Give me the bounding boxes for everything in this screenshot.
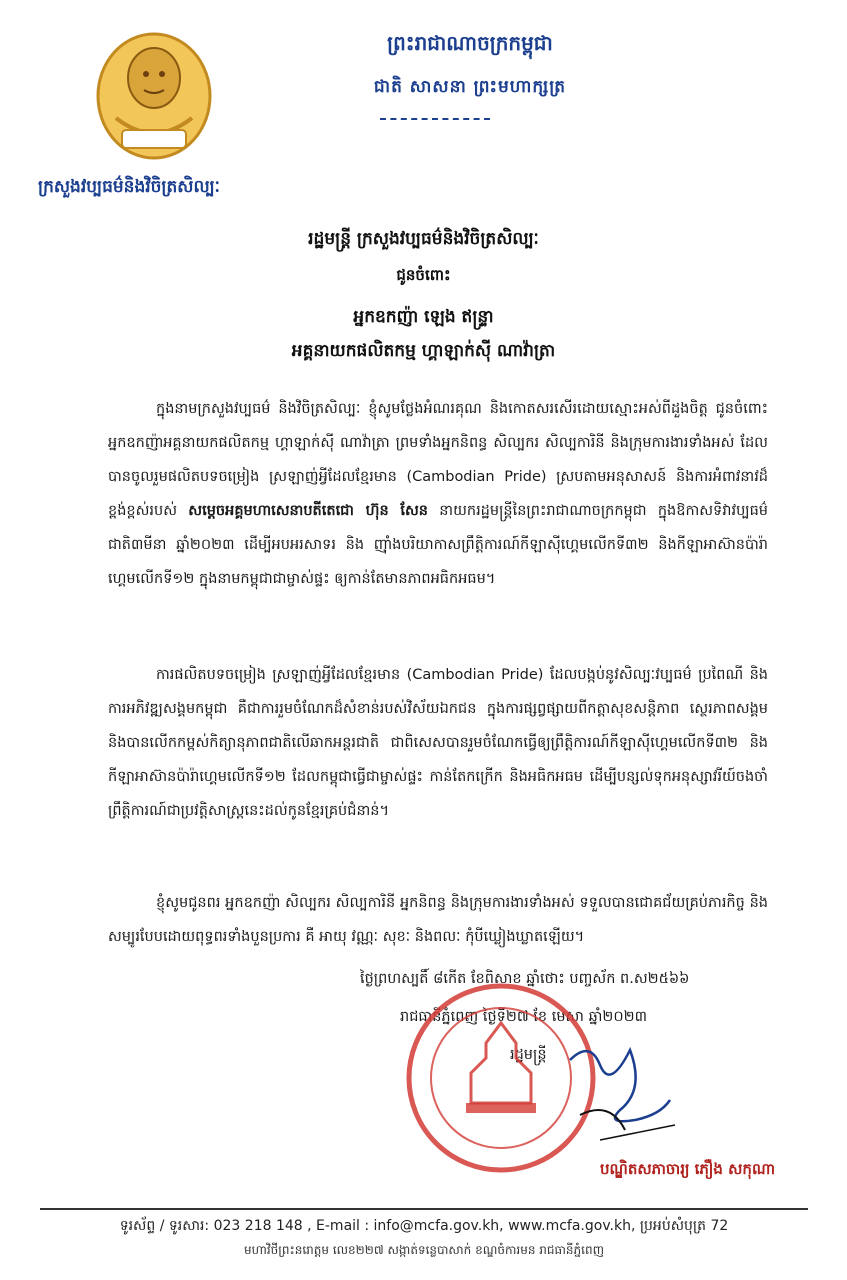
national-motto: ជាតិ សាសនា ព្រះមហាក្សត្រ	[373, 77, 567, 97]
recipient-title: អគ្គនាយកផលិតកម្ម ហ្គាឡាក់ស៊ី ណាវ៉ាត្រា	[291, 341, 556, 361]
paragraph-1-part-b: នាយករដ្ឋមន្ត្រីនៃព្រះរាជាណាចក្រកម្ពុជា ក្នុងឱកាសទិវាវប្បធម៌ជាតិ៣មីនា ឆ្នាំ២០២៣ ដើម្បីអបអរសាទរ និង ញ៉ាំងបរិយាកាសព្រឹត្តិការណ៍កីឡាស៊ីហ្គេមលើកទី៣២ និងកីឡាអាស៊ានប៉ារ៉ាហ្គេមលើកទី១២ ក្នុងនាមកម្ពុជាជាម្ចាស់ផ្ទះ ឲ្យកាន់តែមានភាពអធិកអធម។	[108, 503, 768, 587]
minister-label: រដ្ឋមន្ត្រី	[510, 1047, 547, 1063]
lunar-date: ថ្ងៃព្រហស្បតិ៍ ៨កើត ខែពិសាខ ឆ្នាំថោះ បញ្ចស័ក ព.ស២៥៦៦	[360, 971, 690, 987]
footer-address: មហាវិថីព្រះនរោត្តម លេខ២២៧ សង្កាត់ទន្លេបាសាក់ ខណ្ឌចំការមន រាជធានីភ្នំពេញ	[243, 1243, 605, 1257]
ministry-name: ក្រសួងវប្បធម៌និងវិចិត្រសិល្បៈ	[38, 177, 220, 197]
recipient-name: អ្នកឧកញ៉ា ឡេង ឥន្រ្ទា	[353, 307, 494, 327]
footer-website[interactable]: www.mcfa.gov.kh,	[508, 1218, 636, 1234]
footer-contact	[40, 1216, 808, 1237]
motto-divider	[380, 118, 490, 120]
footer-phone: 023 218 148 ,	[213, 1218, 312, 1234]
signature-icon	[560, 1030, 680, 1150]
ministry-emblem-icon	[92, 28, 216, 164]
footer-divider	[40, 1208, 808, 1210]
paragraph-1	[108, 392, 768, 596]
footer-pobox-label: ប្រអប់សំបុត្រ	[639, 1218, 706, 1234]
paragraph-1-highlight: សម្តេចអគ្គមហាសេនាបតីតេជោ ហ៊ុន សែន	[188, 503, 428, 519]
footer-email[interactable]: E-mail : info@mcfa.gov.kh,	[316, 1218, 504, 1234]
footer-pobox: 72	[710, 1218, 729, 1234]
signer-name: បណ្ឌិតសភាចារ្យ ភឿង សកុណា	[600, 1160, 776, 1178]
letter-title: រដ្ឋមន្ត្រី ក្រសួងវប្បធម៌និងវិចិត្រសិល្បៈ	[308, 229, 539, 249]
solar-date: រាជធានីភ្នំពេញ ថ្ងៃទី២៧ ខែ មេសា ឆ្នាំ២០២៣	[400, 1009, 647, 1025]
footer-phone-label: ទូរស័ព្ទ / ទូរសារ:	[119, 1218, 210, 1234]
addressee-label: ជូនចំពោះ	[396, 266, 451, 284]
paragraph-1-part-a: ក្នុងនាមក្រសួងវប្បធម៌ និងវិចិត្រសិល្បៈ ខ្ញុំសូមថ្លែងអំណរគុណ និងកោតសរសើរដោយស្មោះអស់ពីដួងចិត្ត ជូនចំពោះ អ្នកឧកញ៉ាអគ្គនាយកផលិតកម្ម ហ្គាឡាក់ស៊ី ណាវ៉ាត្រា ព្រមទាំងអ្នកនិពន្ធ សិល្បករ សិល្បការិនី និងក្រុមការងារទាំងអស់ ដែលបានចូលរួមផលិតបទចម្រៀង ស្រឡាញ់អ្វីដែលខ្មែរមាន (Cambodian Pride) ស្របតាមអនុសាសន៍ និងការអំពាវនាវដ៏ខ្ពង់ខ្ពស់របស់	[108, 401, 768, 519]
kingdom-heading: ព្រះរាជាណាចក្រកម្ពុជា	[387, 31, 553, 55]
paragraph-2: ការផលិតបទចម្រៀង ស្រឡាញ់អ្វីដែលខ្មែរមាន (Cambodian Pride) ដែលបង្កប់នូវសិល្បៈវប្បធម៌ ប្រពៃណី និងការអភិវឌ្ឍសង្គមកម្ពុជា គឺជាការរួមចំណែកដ៏សំខាន់របស់វិស័យឯកជន ក្នុងការផ្សព្វផ្សាយពីកត្តាសុខសន្តិភាព ស្ថេរភាពសង្គម និងបានលើកកម្ពស់កិត្យានុភាពជាតិលើឆាកអន្តរជាតិ ជាពិសេសបានរួមចំណែកធ្វើឲ្យព្រឹត្តិការណ៍កីឡាស៊ីហ្គេមលើកទី៣២ និងកីឡាអាស៊ានប៉ារ៉ាហ្គេមលើកទី១២ ដែលកម្ពុជាធ្វើជាម្ចាស់ផ្ទះ កាន់តែកក្រើក និងអធិកអធម ដើម្បីបន្សល់ទុកអនុស្សាវរីយ៍ចងចាំព្រឹត្តិការណ៍ជាប្រវត្តិសាស្ត្រនេះដល់កូនខ្មែរគ្រប់ជំនាន់។	[108, 667, 768, 819]
paragraph-3: ខ្ញុំសូមជូនពរ អ្នកឧកញ៉ា សិល្បករ សិល្បការិនី អ្នកនិពន្ធ និងក្រុមការងារទាំងអស់ ទទួលបានជោគជ័យគ្រប់ភារកិច្ច និងសម្បូរបែបដោយពុទ្ធពរទាំងបួនប្រការ គឺ អាយុ វណ្ណៈ សុខៈ និងពលៈ កុំបីឃ្លៀងឃ្លាតឡើយ។	[108, 895, 768, 945]
